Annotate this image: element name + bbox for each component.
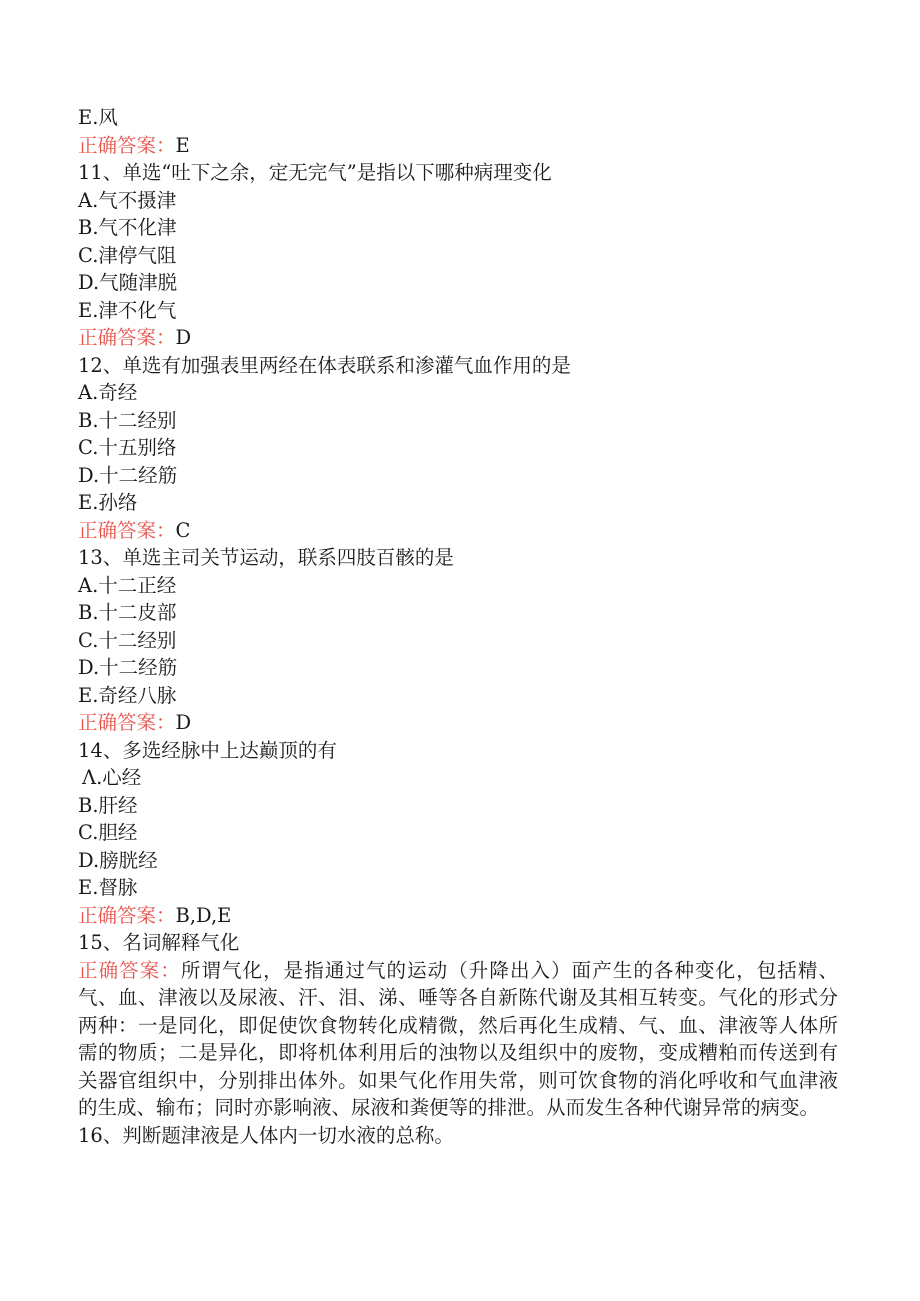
option-a: A.奇经 — [78, 381, 138, 404]
option-d: D.气随津脱 — [78, 271, 178, 294]
question-stem: 11、单选“吐下之余，定无完气”是指以下哪种病理变化 — [78, 161, 552, 184]
option-a: Λ.心经 — [82, 766, 142, 789]
option-a: A.十二正经 — [78, 573, 177, 597]
question-stem: 13、单选主司关节运动，联系四肢百骸的是 — [78, 546, 454, 569]
answer-paragraph — [78, 957, 838, 1122]
answer-label: 正确答案： — [78, 326, 176, 349]
option-c: C.十二经别 — [78, 628, 177, 652]
option-b: B.十二经别 — [78, 408, 177, 432]
question-stem: 14、多选经脉中上达巅顶的有 — [78, 738, 337, 762]
option-e: E.督脉 — [78, 876, 138, 899]
option-e: E.孙络 — [78, 491, 138, 514]
answer-value: D — [175, 326, 192, 349]
option-b: B.肝经 — [78, 793, 138, 817]
option-a: A.气不摄津 — [78, 188, 177, 212]
answer-line — [78, 517, 838, 545]
option-b: B.气不化津 — [78, 216, 177, 239]
option-d: D.十二经筋 — [78, 656, 178, 679]
option-b: B.十二皮部 — [78, 601, 177, 624]
answer-value: C — [175, 518, 191, 542]
option-e: E.津不化气 — [78, 298, 177, 322]
answer-value: B,D,E — [175, 903, 232, 927]
option-c: C.十五别络 — [78, 436, 177, 459]
answer-label: 正确答案： — [78, 518, 176, 542]
answer-label: 正确答案： — [78, 903, 176, 927]
answer-line — [78, 324, 838, 352]
question-stem: 16、判断题津液是人体内一切水液的总称。 — [78, 1123, 454, 1147]
answer-label: 正确答案： — [78, 133, 176, 157]
option-e: E.风 — [78, 106, 118, 129]
answer-value: E — [175, 133, 190, 157]
answer-value: D — [175, 711, 192, 734]
option-e: E.奇经八脉 — [78, 683, 177, 707]
question-stem: 15、名词解释气化 — [78, 931, 240, 954]
option-c: C.胆经 — [78, 821, 138, 844]
exam-document — [78, 104, 838, 1149]
answer-label: 正确答案： — [78, 958, 181, 982]
answer-line — [78, 902, 838, 930]
question-stem: 12、单选有加强表里两经在体表联系和渗灌气血作用的是 — [78, 353, 571, 377]
option-c: C.津停气阻 — [78, 243, 177, 267]
answer-line — [78, 132, 838, 160]
option-d: D.十二经筋 — [78, 463, 178, 487]
answer-label: 正确答案： — [78, 711, 176, 734]
answer-line — [78, 709, 838, 737]
answer-text: 所谓气化，是指通过气的运动（升降出入）面产生的各种变化，包括精、气、血、津液以及尿液、汗、泪、涕、唾等各自新陈代谢及其相互转变。气化的形式分两种：一是同化，即促使饮食物转化成精微，然后再化生成精、气、血、津液等人体所需的物质；二是异化，即将机体利用后的浊物以及组织中的废物，变成糟粕而传送到有关器官组织中，分别排出体外。如果气化作用失常，则可饮食物的消化呼收和气血津液的生成、输布；同时亦影响液、尿液和粪便等的排泄。从而发生各种代谢异常的病变。 — [78, 958, 838, 1119]
option-d: D.膀胱经 — [78, 848, 158, 872]
